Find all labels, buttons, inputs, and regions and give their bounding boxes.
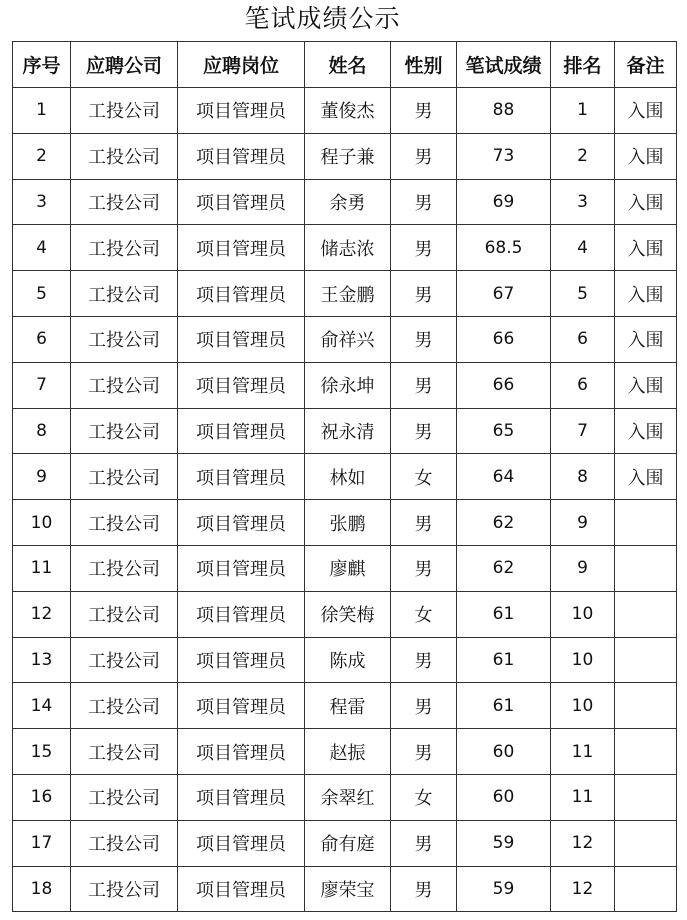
cell-no: 6 xyxy=(13,316,71,362)
cell-rank: 10 xyxy=(551,637,615,683)
cell-no: 12 xyxy=(13,591,71,637)
table-row xyxy=(13,591,677,637)
table-row xyxy=(13,774,677,820)
cell-name: 程雷 xyxy=(305,683,391,729)
cell-rank: 12 xyxy=(551,866,615,912)
cell-position: 项目管理员 xyxy=(178,133,305,179)
table-row xyxy=(13,133,677,179)
cell-score: 59 xyxy=(457,866,551,912)
cell-company: 工投公司 xyxy=(71,454,178,500)
cell-no: 17 xyxy=(13,820,71,866)
table-row xyxy=(13,866,677,912)
cell-score: 69 xyxy=(457,179,551,225)
table-row xyxy=(13,408,677,454)
column-header-gender: 性别 xyxy=(391,42,457,88)
cell-gender: 男 xyxy=(391,866,457,912)
cell-note: 入围 xyxy=(615,133,677,179)
cell-name: 俞祥兴 xyxy=(305,316,391,362)
cell-company: 工投公司 xyxy=(71,820,178,866)
cell-score: 61 xyxy=(457,637,551,683)
cell-score: 60 xyxy=(457,729,551,775)
cell-position: 项目管理员 xyxy=(178,637,305,683)
cell-name: 储志浓 xyxy=(305,225,391,271)
cell-rank: 10 xyxy=(551,683,615,729)
cell-rank: 8 xyxy=(551,454,615,500)
cell-name: 王金鹏 xyxy=(305,271,391,317)
cell-rank: 2 xyxy=(551,133,615,179)
cell-note: 入围 xyxy=(615,225,677,271)
cell-score: 66 xyxy=(457,316,551,362)
cell-gender: 男 xyxy=(391,271,457,317)
cell-gender: 男 xyxy=(391,637,457,683)
cell-name: 廖麒 xyxy=(305,545,391,591)
cell-position: 项目管理员 xyxy=(178,179,305,225)
cell-score: 61 xyxy=(457,591,551,637)
cell-position: 项目管理员 xyxy=(178,225,305,271)
cell-no: 4 xyxy=(13,225,71,271)
cell-company: 工投公司 xyxy=(71,362,178,408)
cell-note xyxy=(615,545,677,591)
cell-rank: 6 xyxy=(551,316,615,362)
cell-company: 工投公司 xyxy=(71,88,178,134)
cell-note xyxy=(615,820,677,866)
table-row xyxy=(13,637,677,683)
cell-position: 项目管理员 xyxy=(178,729,305,775)
cell-score: 62 xyxy=(457,545,551,591)
cell-rank: 5 xyxy=(551,271,615,317)
cell-score: 61 xyxy=(457,683,551,729)
cell-note xyxy=(615,591,677,637)
cell-score: 59 xyxy=(457,820,551,866)
column-header-position: 应聘岗位 xyxy=(178,42,305,88)
cell-gender: 女 xyxy=(391,591,457,637)
cell-position: 项目管理员 xyxy=(178,866,305,912)
table-row xyxy=(13,820,677,866)
table-row xyxy=(13,88,677,134)
table-row xyxy=(13,179,677,225)
cell-gender: 女 xyxy=(391,454,457,500)
cell-name: 祝永清 xyxy=(305,408,391,454)
cell-position: 项目管理员 xyxy=(178,408,305,454)
cell-note: 入围 xyxy=(615,408,677,454)
cell-position: 项目管理员 xyxy=(178,454,305,500)
cell-note xyxy=(615,729,677,775)
cell-company: 工投公司 xyxy=(71,591,178,637)
cell-name: 俞有庭 xyxy=(305,820,391,866)
cell-gender: 男 xyxy=(391,820,457,866)
cell-note xyxy=(615,774,677,820)
table-header-row xyxy=(13,42,677,88)
score-table xyxy=(12,41,677,912)
cell-gender: 男 xyxy=(391,225,457,271)
cell-gender: 男 xyxy=(391,133,457,179)
cell-company: 工投公司 xyxy=(71,179,178,225)
cell-rank: 7 xyxy=(551,408,615,454)
table-row xyxy=(13,683,677,729)
cell-name: 程子兼 xyxy=(305,133,391,179)
cell-name: 陈成 xyxy=(305,637,391,683)
cell-company: 工投公司 xyxy=(71,133,178,179)
cell-note: 入围 xyxy=(615,271,677,317)
cell-rank: 3 xyxy=(551,179,615,225)
cell-score: 88 xyxy=(457,88,551,134)
column-header-rank: 排名 xyxy=(551,42,615,88)
cell-rank: 6 xyxy=(551,362,615,408)
cell-score: 60 xyxy=(457,774,551,820)
cell-gender: 男 xyxy=(391,88,457,134)
cell-rank: 1 xyxy=(551,88,615,134)
cell-name: 张鹏 xyxy=(305,500,391,546)
cell-note: 入围 xyxy=(615,179,677,225)
cell-score: 68.5 xyxy=(457,225,551,271)
cell-note: 入围 xyxy=(615,88,677,134)
cell-gender: 男 xyxy=(391,179,457,225)
cell-company: 工投公司 xyxy=(71,225,178,271)
cell-company: 工投公司 xyxy=(71,866,178,912)
cell-no: 8 xyxy=(13,408,71,454)
table-row xyxy=(13,545,677,591)
cell-name: 廖荣宝 xyxy=(305,866,391,912)
cell-no: 10 xyxy=(13,500,71,546)
cell-company: 工投公司 xyxy=(71,729,178,775)
cell-company: 工投公司 xyxy=(71,316,178,362)
cell-company: 工投公司 xyxy=(71,774,178,820)
cell-note: 入围 xyxy=(615,454,677,500)
column-header-company: 应聘公司 xyxy=(71,42,178,88)
cell-gender: 男 xyxy=(391,316,457,362)
cell-company: 工投公司 xyxy=(71,683,178,729)
cell-no: 1 xyxy=(13,88,71,134)
cell-gender: 男 xyxy=(391,362,457,408)
cell-no: 15 xyxy=(13,729,71,775)
cell-gender: 男 xyxy=(391,729,457,775)
cell-no: 9 xyxy=(13,454,71,500)
cell-position: 项目管理员 xyxy=(178,820,305,866)
cell-note: 入围 xyxy=(615,316,677,362)
table-row xyxy=(13,271,677,317)
cell-no: 11 xyxy=(13,545,71,591)
cell-no: 18 xyxy=(13,866,71,912)
cell-position: 项目管理员 xyxy=(178,271,305,317)
cell-position: 项目管理员 xyxy=(178,362,305,408)
cell-company: 工投公司 xyxy=(71,408,178,454)
cell-company: 工投公司 xyxy=(71,545,178,591)
cell-no: 2 xyxy=(13,133,71,179)
cell-note: 入围 xyxy=(615,362,677,408)
cell-score: 64 xyxy=(457,454,551,500)
cell-no: 5 xyxy=(13,271,71,317)
column-header-name: 姓名 xyxy=(305,42,391,88)
cell-gender: 男 xyxy=(391,500,457,546)
cell-company: 工投公司 xyxy=(71,637,178,683)
cell-no: 13 xyxy=(13,637,71,683)
cell-rank: 9 xyxy=(551,545,615,591)
cell-gender: 女 xyxy=(391,774,457,820)
cell-rank: 11 xyxy=(551,774,615,820)
column-header-no: 序号 xyxy=(13,42,71,88)
cell-rank: 11 xyxy=(551,729,615,775)
cell-position: 项目管理员 xyxy=(178,683,305,729)
cell-gender: 男 xyxy=(391,408,457,454)
cell-position: 项目管理员 xyxy=(178,774,305,820)
cell-score: 65 xyxy=(457,408,551,454)
cell-company: 工投公司 xyxy=(71,500,178,546)
table-row xyxy=(13,362,677,408)
cell-position: 项目管理员 xyxy=(178,545,305,591)
cell-name: 林如 xyxy=(305,454,391,500)
cell-name: 赵振 xyxy=(305,729,391,775)
column-header-score: 笔试成绩 xyxy=(457,42,551,88)
table-row xyxy=(13,500,677,546)
cell-rank: 12 xyxy=(551,820,615,866)
page-title: 笔试成绩公示 xyxy=(244,4,401,33)
cell-rank: 4 xyxy=(551,225,615,271)
cell-name: 余勇 xyxy=(305,179,391,225)
table-body xyxy=(13,88,677,912)
table-row xyxy=(13,316,677,362)
cell-rank: 9 xyxy=(551,500,615,546)
cell-score: 62 xyxy=(457,500,551,546)
cell-gender: 男 xyxy=(391,545,457,591)
cell-score: 66 xyxy=(457,362,551,408)
column-header-note: 备注 xyxy=(615,42,677,88)
cell-score: 73 xyxy=(457,133,551,179)
cell-score: 67 xyxy=(457,271,551,317)
cell-position: 项目管理员 xyxy=(178,316,305,362)
cell-name: 徐笑梅 xyxy=(305,591,391,637)
cell-gender: 男 xyxy=(391,683,457,729)
cell-note xyxy=(615,500,677,546)
table-row xyxy=(13,454,677,500)
cell-name: 余翠红 xyxy=(305,774,391,820)
cell-note xyxy=(615,866,677,912)
cell-note xyxy=(615,683,677,729)
cell-position: 项目管理员 xyxy=(178,591,305,637)
table-row xyxy=(13,729,677,775)
cell-no: 16 xyxy=(13,774,71,820)
cell-position: 项目管理员 xyxy=(178,500,305,546)
cell-position: 项目管理员 xyxy=(178,88,305,134)
table-row xyxy=(13,225,677,271)
cell-name: 董俊杰 xyxy=(305,88,391,134)
cell-no: 14 xyxy=(13,683,71,729)
cell-rank: 10 xyxy=(551,591,615,637)
cell-no: 3 xyxy=(13,179,71,225)
cell-name: 徐永坤 xyxy=(305,362,391,408)
cell-note xyxy=(615,637,677,683)
cell-no: 7 xyxy=(13,362,71,408)
cell-company: 工投公司 xyxy=(71,271,178,317)
